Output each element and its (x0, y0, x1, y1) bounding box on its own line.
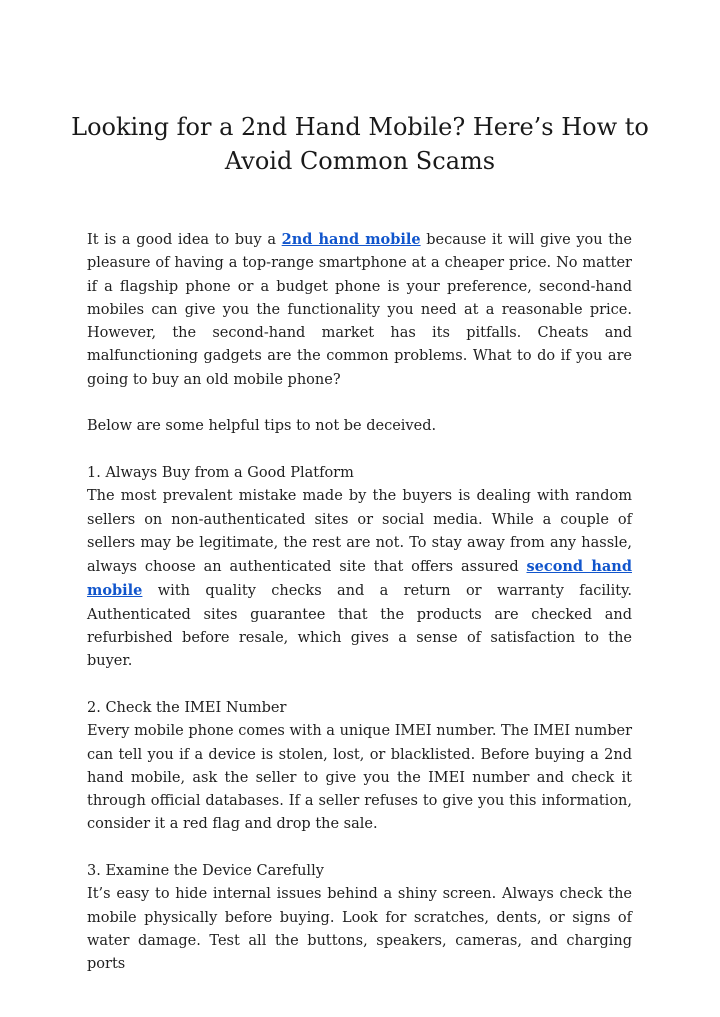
2nd-hand-mobile-link[interactable]: 2nd hand mobile (281, 231, 421, 248)
section-1-heading: 1. Always Buy from a Good Platform (87, 464, 354, 481)
section-3-heading: 3. Examine the Device Carefully (87, 863, 324, 880)
intro-text-end: because it will give you the pleasure of having a top-range smartphone at a cheaper price. No matter if a flagship phone or a budget phone is your preference, second-hand mobiles can give you the functionality you need at a reasonable price. However, the second-hand market has its pitfalls. Cheats and malfunctioning gadgets are the common problems. What to do if you are going to buy an old mobile phone? (87, 232, 632, 388)
intro-paragraph (87, 228, 632, 392)
section-2-paragraph: Every mobile phone comes with a unique IMEI number. The IMEI number can tell you if a device is stolen, lost, or blacklisted. Before buying a 2nd hand mobile, ask the seller to give you the IMEI number and check it through official databases. If a seller refuses to give you this information, consider it a red flag and drop the sale. (87, 723, 632, 833)
section-2-heading: 2. Check the IMEI Number (87, 699, 287, 716)
section-1-paragraph (87, 485, 632, 673)
section-1-text-start: The most prevalent mistake made by the buyers is dealing with random sellers on non-authenticated sites or social media. While a couple of sellers may be legitimate, the rest are not. To stay away from any hassle, always choose an authenticated site that offers assured (87, 488, 632, 576)
section-3-paragraph: It’s easy to hide internal issues behind a shiny screen. Always check the mobile physically before buying. Look for scratches, dents, or signs of water damage. Test all the buttons, speakers, cameras, and charging ports (87, 886, 632, 973)
article-body (87, 228, 632, 977)
intro-text-start: It is a good idea to buy a (87, 232, 282, 248)
section-1-text-end: with quality checks and a return or warranty facility. Authenticated sites guarantee that the products are checked and refurbished before resale, which gives a sense of satisfaction to the buyer. (87, 583, 632, 670)
second-hand-mobile-link[interactable]: second hand mobile (87, 558, 632, 600)
page-title: Looking for a 2nd Hand Mobile? Here’s How to Avoid Common Scams (71, 113, 649, 175)
tips-intro: Below are some helpful tips to not be deceived. (87, 418, 437, 435)
